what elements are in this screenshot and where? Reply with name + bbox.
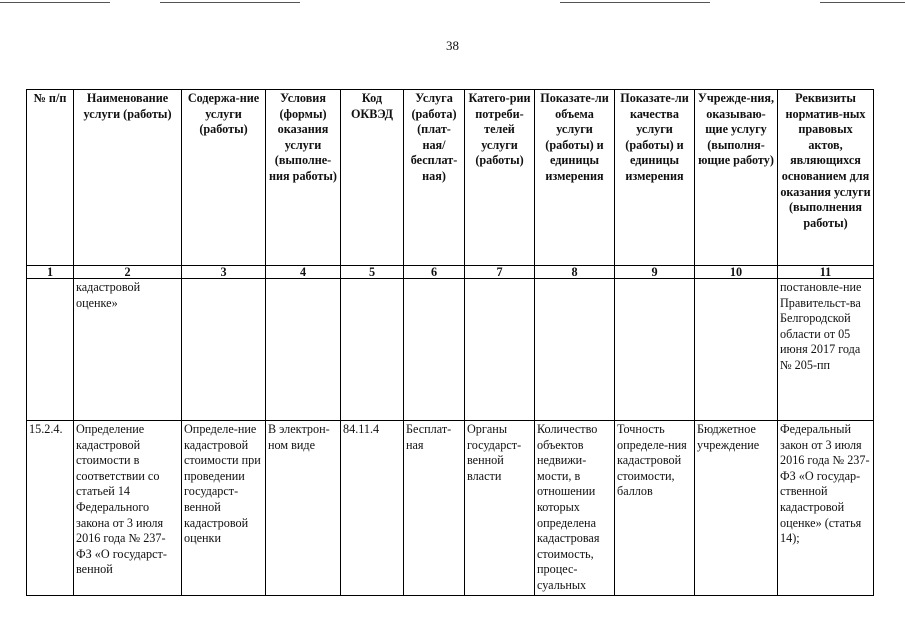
table-cell: Бесплат-ная	[404, 421, 465, 596]
table-cell: Точность определе-ния кадастровой стоимости, баллов	[615, 421, 695, 596]
header-cell: Катего-рии потреби-телей услуги (работы)	[465, 90, 535, 266]
top-scan-marks	[0, 0, 905, 6]
table-cell: Определе-ние кадастровой стоимости при проведении государст-венной кадастровой оценки	[182, 421, 266, 596]
column-number: 4	[266, 266, 341, 279]
table-cell	[404, 279, 465, 421]
column-number-row	[27, 266, 874, 279]
header-cell: Код ОКВЭД	[341, 90, 404, 266]
column-number: 7	[465, 266, 535, 279]
header-row	[27, 90, 874, 266]
column-number: 6	[404, 266, 465, 279]
header-cell: № п/п	[27, 90, 74, 266]
table-cell: Органы государст-венной власти	[465, 421, 535, 596]
table-cell: Определение кадастровой стоимости в соответствии со статьей 14 Федерального закона от 3 июля 2016 года № 237-ФЗ «О государст-венной	[74, 421, 182, 596]
header-cell: Показате-ли качества услуги (работы) и единицы измерения	[615, 90, 695, 266]
column-number: 5	[341, 266, 404, 279]
header-cell: Услуга (работа) (плат-ная/ бесплат-ная)	[404, 90, 465, 266]
table-cell: 15.2.4.	[27, 421, 74, 596]
column-number: 3	[182, 266, 266, 279]
table-cell: Федеральный закон от 3 июля 2016 года № 237-ФЗ «О государ-ственной кадастровой оценке» (статья 14);	[778, 421, 874, 596]
column-number: 10	[695, 266, 778, 279]
page-number: 38	[446, 38, 459, 53]
table-cell: Бюджетное учреждение	[695, 421, 778, 596]
table-cell	[266, 279, 341, 421]
header-cell: Содержа-ние услуги (работы)	[182, 90, 266, 266]
column-number: 8	[535, 266, 615, 279]
table-row	[27, 421, 874, 596]
header-cell: Условия (формы) оказания услуги (выполне-ния работы)	[266, 90, 341, 266]
table-cell	[535, 279, 615, 421]
header-cell: Реквизиты норматив-ных правовых актов, являющихся основанием для оказания услуги (выполнения работы)	[778, 90, 874, 266]
table-cell	[341, 279, 404, 421]
table-row	[27, 279, 874, 421]
table-cell	[615, 279, 695, 421]
column-number: 11	[778, 266, 874, 279]
header-cell: Учрежде-ния, оказываю-щие услугу (выполня-ющие работу)	[695, 90, 778, 266]
table-cell: В электрон-ном виде	[266, 421, 341, 596]
services-table	[26, 89, 874, 596]
table-cell	[695, 279, 778, 421]
column-number: 9	[615, 266, 695, 279]
table-cell: Количество объектов недвижи-мости, в отношении которых определена кадастровая стоимость, процес-суальных	[535, 421, 615, 596]
table-cell: 84.11.4	[341, 421, 404, 596]
column-number: 2	[74, 266, 182, 279]
table-cell	[182, 279, 266, 421]
table-cell: кадастровой оценке»	[74, 279, 182, 421]
table-cell	[27, 279, 74, 421]
column-number: 1	[27, 266, 74, 279]
header-cell: Показате-ли объема услуги (работы) и единицы измерения	[535, 90, 615, 266]
header-cell: Наименование услуги (работы)	[74, 90, 182, 266]
table-cell	[465, 279, 535, 421]
table-cell: постановле-ние Правительст-ва Белгородской области от 05 июня 2017 года № 205-пп	[778, 279, 874, 421]
